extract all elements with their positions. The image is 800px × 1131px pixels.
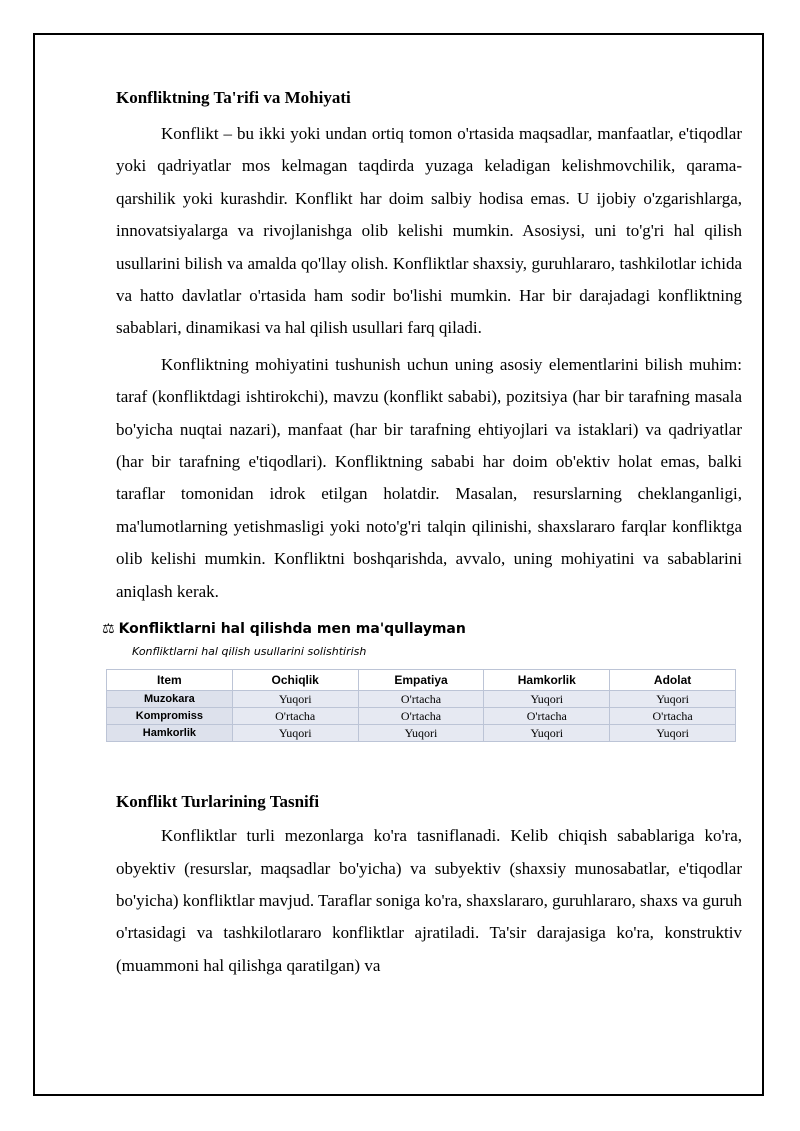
table-cell: O'rtacha bbox=[232, 708, 358, 725]
figure-title bbox=[102, 620, 742, 638]
body-paragraph: Konflikt – bu ikki yoki undan ortiq tomon o'rtasida maqsadlar, manfaatlar, e'tiqodlar yoki qadriyatlar mos kelmagan taqdirda yuzaga keladigan kelishmovchilik, qarama-qarshilik yoki kurashdir. Konflikt har doim salbiy hodisa emas. U ijobiy o'zgarishlarga, innovatsiyalarga va rivojlanishga olib kelishi mumkin. Asosiysi, uni to'g'ri hal qilish usullarini bilish va amalda qo'llay olish. Konfliktlar shaxsiy, guruhlararo, tashkilotlar ichida va hatto davlatlar o'rtasida ham sodir bo'lishi mumkin. Har bir darajadagi konfliktning sabablari, dinamikasi va hal qilish usullari farq qiladi. bbox=[116, 124, 742, 338]
row-header: Kompromiss bbox=[107, 708, 233, 725]
document-body bbox=[102, 82, 742, 982]
table-cell: Yuqori bbox=[610, 691, 736, 708]
table-cell: Yuqori bbox=[232, 691, 358, 708]
table-cell: Yuqori bbox=[358, 725, 484, 742]
column-header: Hamkorlik bbox=[484, 670, 610, 691]
table-row bbox=[107, 725, 736, 742]
scale-icon: ⚖ bbox=[102, 621, 115, 638]
body-paragraph: Konfliktlar turli mezonlarga ko'ra tasniflanadi. Kelib chiqish sabablariga ko'ra, obyektiv (resurslar, maqsadlar bo'yicha) va subyektiv (shaxsiy munosabatlar, e'tiqodlar bo'yicha) konfliktlar mavjud. Taraflar soniga ko'ra, shaxslararo, guruhlararo, shaxs va guruh o'rtasidagi va tashkilotlararo konfliktlar ajratiladi. Ta'sir darajasiga ko'ra, konstruktiv (muammoni hal qilishga qaratilgan) va bbox=[116, 826, 742, 975]
column-header: Adolat bbox=[610, 670, 736, 691]
table-header-row bbox=[107, 670, 736, 691]
table-cell: Yuqori bbox=[484, 691, 610, 708]
row-header: Muzokara bbox=[107, 691, 233, 708]
figure-title-text: Konfliktlarni hal qilishda men ma'qullayman bbox=[118, 621, 466, 638]
figure-subtitle: Konfliktlarni hal qilish usullarini solishtirish bbox=[132, 645, 367, 659]
table-row bbox=[107, 708, 736, 725]
column-header: Empatiya bbox=[358, 670, 484, 691]
table-cell: Yuqori bbox=[610, 725, 736, 742]
table-cell: Yuqori bbox=[232, 725, 358, 742]
comparison-table bbox=[106, 669, 736, 742]
section-heading: Konfliktning Ta'rifi va Mohiyati bbox=[116, 88, 351, 107]
body-paragraph: Konfliktning mohiyatini tushunish uchun uning asosiy elementlarini bilish muhim: taraf (konfliktdagi ishtirokchi), mavzu (konflikt sababi), pozitsiya (har bir tarafning masala bo'yicha nuqtai nazari), manfaat (har bir tarafning ehtiyojlari va istaklari) va qadriyatlar (har bir tarafning e'tiqodlari). Konfliktning sababi har doim ob'ektiv holat emas, balki taraflar tomonidan idrok etilgan holatdir. Masalan, resurslarning cheklanganligi, ma'lumotlarning yetishmasligi yoki noto'g'ri talqin qilinishi, shaxslararo farqlar konfliktga olib kelishi mumkin. Konfliktni boshqarishda, avvalo, uning mohiyatini va sabablarini aniqlash kerak. bbox=[116, 354, 742, 601]
column-header: Ochiqlik bbox=[232, 670, 358, 691]
table-cell: O'rtacha bbox=[610, 708, 736, 725]
table-cell: O'rtacha bbox=[358, 691, 484, 708]
table-cell: O'rtacha bbox=[484, 708, 610, 725]
section-heading: Konflikt Turlarining Tasnifi bbox=[116, 792, 320, 812]
table-cell: Yuqori bbox=[484, 725, 610, 742]
column-header: Item bbox=[107, 670, 233, 691]
table-cell: O'rtacha bbox=[358, 708, 484, 725]
table-row bbox=[107, 691, 736, 708]
row-header: Hamkorlik bbox=[107, 725, 233, 742]
